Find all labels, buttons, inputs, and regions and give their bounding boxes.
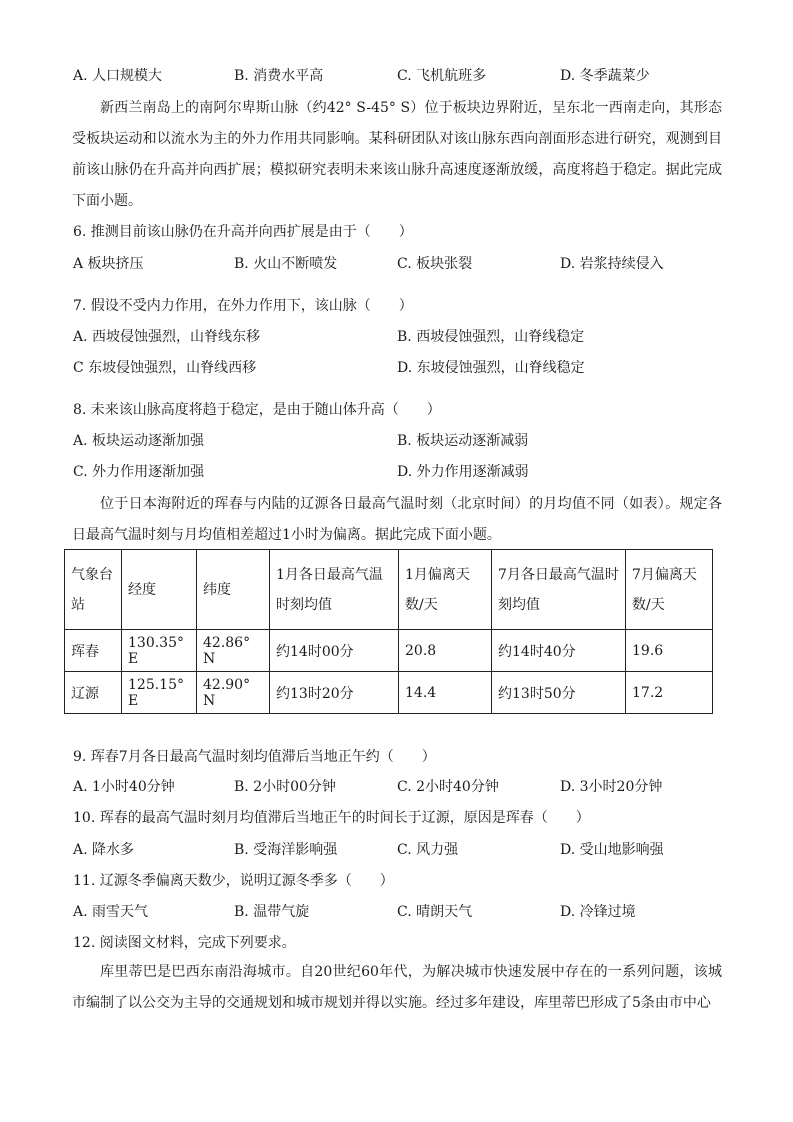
table-cell: 约13时20分 — [270, 672, 399, 714]
q9-option-c[interactable]: C. 2小时40分钟 — [397, 779, 499, 795]
q10-option-b[interactable]: B. 受海洋影响强 — [234, 842, 338, 858]
q9-option-a[interactable]: A. 1小时40分钟 — [73, 779, 175, 795]
passage-southern-alps: 新西兰南岛上的南阿尔卑斯山脉（约42° S-45° S）位于板块边界附近，呈东北一西南走向，其形态受板块运动和以流水为主的外力作用共同影响。某科研团队对该山脉东西向剖面形态进行研究，观测到目前该山脉仍在升高并向西扩展；模拟研究表明未来该山脉升高速度逐渐放缓，高度将趋于稳定。据此完成下面小题。 — [72, 100, 722, 209]
table-header-cell: 纬度 — [197, 550, 270, 630]
q5-option-b[interactable]: B. 消费水平高 — [234, 68, 324, 84]
table-header-cell: 气象台站 — [65, 550, 122, 630]
q7-option-a[interactable]: A. 西坡侵蚀强烈，山脊线东移 — [73, 329, 261, 345]
q8-option-d[interactable]: D. 外力作用逐渐减弱 — [397, 464, 529, 480]
table-cell: 约13时50分 — [492, 672, 626, 714]
q9-option-b[interactable]: B. 2小时00分钟 — [234, 779, 336, 795]
table-cell: 42.86° N — [197, 630, 270, 672]
passage-temperature: 位于日本海附近的珲春与内陆的辽源各日最高气温时刻（北京时间）的月均值不同（如表）。规定各日最高气温时刻与月均值相差超过1小时为偏离。据此完成下面小题。 — [72, 496, 722, 543]
table-cell: 辽源 — [65, 672, 122, 714]
q7-stem: 7. 假设不受内力作用，在外力作用下，该山脉（ ） — [73, 298, 413, 314]
q7-option-b[interactable]: B. 西坡侵蚀强烈，山脊线稳定 — [397, 329, 585, 345]
table-cell: 17.2 — [626, 672, 713, 714]
table-cell: 19.6 — [626, 630, 713, 672]
q9-option-d[interactable]: D. 3小时20分钟 — [560, 779, 663, 795]
table-header-cell: 经度 — [122, 550, 197, 630]
q6-stem: 6. 推测目前该山脉仍在升高并向西扩展是由于（ ） — [73, 224, 413, 240]
q8-option-b[interactable]: B. 板块运动逐渐减弱 — [397, 433, 529, 449]
q8-stem: 8. 未来该山脉高度将趋于稳定，是由于随山体升高（ ） — [73, 402, 441, 418]
q6-option-d[interactable]: D. 岩浆持续侵入 — [560, 256, 664, 272]
q8-option-c[interactable]: C. 外力作用逐渐加强 — [73, 464, 205, 480]
table-row — [65, 630, 713, 672]
q12-stem: 12. 阅读图文材料，完成下列要求。 — [73, 935, 296, 951]
q10-option-d[interactable]: D. 受山地影响强 — [560, 842, 664, 858]
table-header-row — [65, 550, 713, 630]
table-cell: 14.4 — [399, 672, 492, 714]
table-cell: 125.15° E — [122, 672, 197, 714]
q11-stem: 11. 辽源冬季偏离天数少，说明辽源冬季多（ ） — [73, 873, 394, 889]
table-cell: 约14时40分 — [492, 630, 626, 672]
table-cell: 130.35° E — [122, 630, 197, 672]
q7-option-d[interactable]: D. 东坡侵蚀强烈，山脊线稳定 — [397, 360, 585, 376]
table-cell: 20.8 — [399, 630, 492, 672]
table-header-cell: 1月偏离天数/天 — [399, 550, 492, 630]
q5-option-a[interactable]: A. 人口规模大 — [73, 68, 163, 84]
q10-option-c[interactable]: C. 风力强 — [397, 842, 459, 858]
q11-option-b[interactable]: B. 温带气旋 — [234, 904, 310, 920]
passage-curitiba: 库里蒂巴是巴西东南沿海城市。自20世纪60年代，为解决城市快速发展中存在的一系列问题，该城市编制了以公交为主导的交通规划和城市规划并得以实施。经过多年建设，库里蒂巴形成了5条由市中心 — [72, 964, 722, 1011]
q9-stem: 9. 珲春7月各日最高气温时刻均值滞后当地正午约（ ） — [73, 749, 436, 765]
table-cell: 珲春 — [65, 630, 122, 672]
table-cell: 约14时00分 — [270, 630, 399, 672]
q5-option-d[interactable]: D. 冬季蔬菜少 — [560, 68, 650, 84]
table-row — [65, 672, 713, 714]
q6-option-b[interactable]: B. 火山不断喷发 — [234, 256, 338, 272]
table-header-cell: 7月偏离天数/天 — [626, 550, 713, 630]
table-cell: 42.90° N — [197, 672, 270, 714]
q11-option-c[interactable]: C. 晴朗天气 — [397, 904, 473, 920]
table-header-cell: 1月各日最高气温时刻均值 — [270, 550, 399, 630]
q8-option-a[interactable]: A. 板块运动逐渐加强 — [73, 433, 205, 449]
temperature-table — [64, 549, 713, 714]
q10-stem: 10. 珲春的最高气温时刻月均值滞后当地正午的时间长于辽源，原因是珲春（ ） — [73, 810, 590, 826]
q6-option-a[interactable]: A 板块挤压 — [73, 256, 144, 272]
q10-option-a[interactable]: A. 降水多 — [73, 842, 135, 858]
q11-option-d[interactable]: D. 冷锋过境 — [560, 904, 636, 920]
q5-option-c[interactable]: C. 飞机航班多 — [397, 68, 487, 84]
q11-option-a[interactable]: A. 雨雪天气 — [73, 904, 149, 920]
table-header-cell: 7月各日最高气温时刻均值 — [492, 550, 626, 630]
q6-option-c[interactable]: C. 板块张裂 — [397, 256, 473, 272]
q7-option-c[interactable]: C 东坡侵蚀强烈，山脊线西移 — [73, 360, 257, 376]
